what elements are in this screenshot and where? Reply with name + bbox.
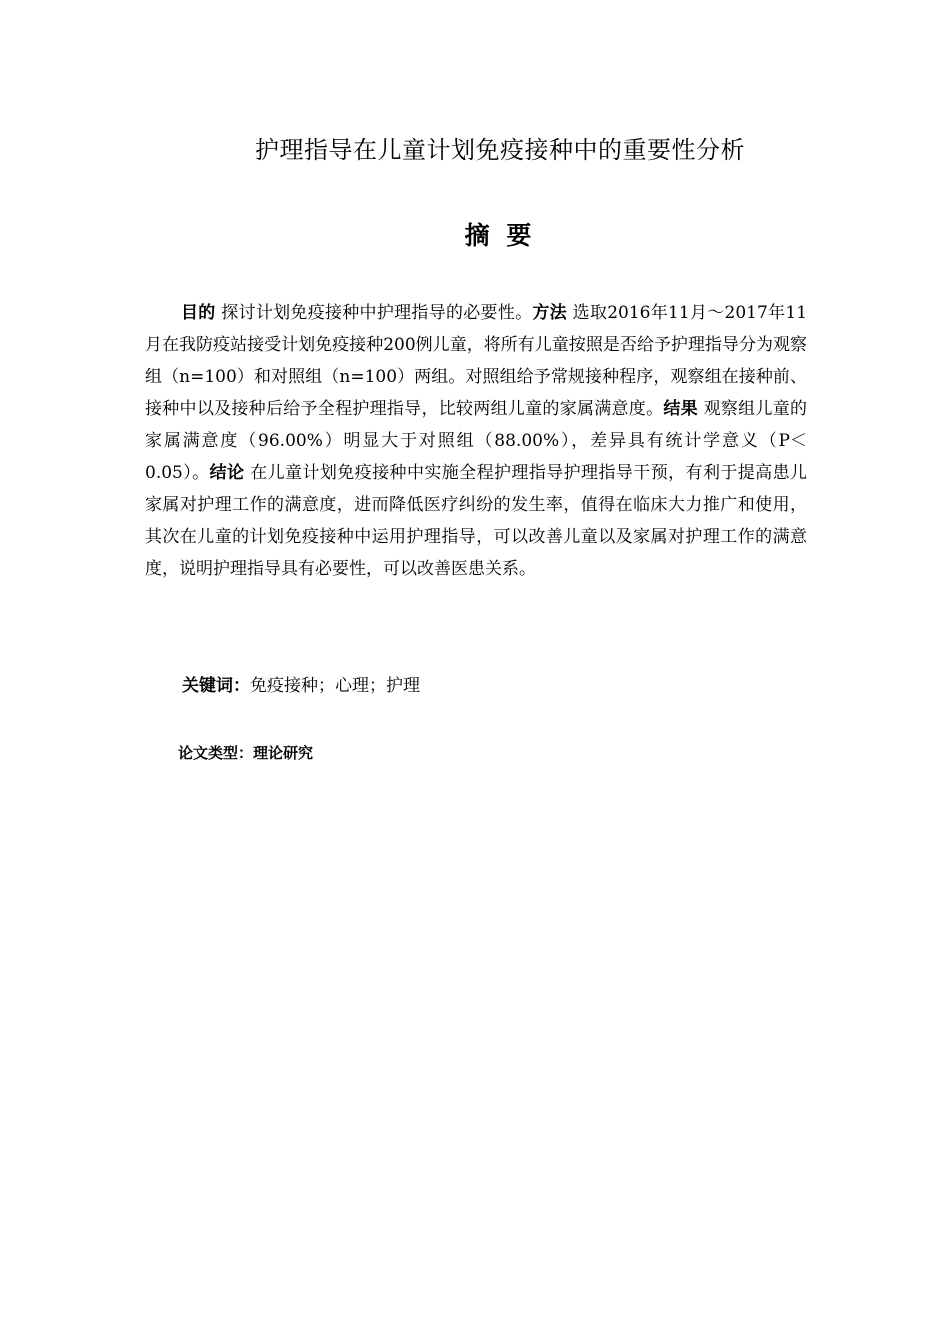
keywords-line [182,670,822,702]
abstract-body [145,297,807,585]
keywords-label: 关键词： [182,676,250,696]
objective-label: 目的 [181,303,216,323]
objective-text: 探讨计划免疫接种中护理指导的必要性。 [215,303,533,323]
document-title: 护理指导在儿童计划免疫接种中的重要性分析 [255,136,745,164]
result-label: 结果 [663,399,698,419]
method-label: 方法 [532,303,567,323]
conclusion-text: 在儿童计划免疫接种中实施全程护理指导护理指导干预，有利于提高患儿家属对护理工作的满意度，进而降低医疗纠纷的发生率，值得在临床大力推广和使用，其次在儿童的计划免疫接种中运用护理指导，可以改善儿童以及家属对护理工作的满意度，说明护理指导具有必要性，可以改善医患关系。 [145,463,807,579]
conclusion-label: 结论 [209,463,245,483]
paper-type: 论文类型：理论研究 [178,744,314,762]
abstract-heading: 摘 要 [464,221,536,250]
method-text: 选取2016年11月～2017年11月在我防疫站接受计划免疫接种200例儿童，将所有儿童按照是否给予护理指导分为观察组（n=100）和对照组（n=100）两组。对照组给予常规接种程序，观察组在接种前、接种中以及接种后给予全程护理指导，比较两组儿童的家属满意度。 [145,303,808,419]
keywords-text: 免疫接种；心理；护理 [250,676,420,696]
result-text: 观察组儿童的家属满意度（96.00%）明显大于对照组（88.00%），差异具有统计学意义（P＜0.05）。 [145,399,808,483]
